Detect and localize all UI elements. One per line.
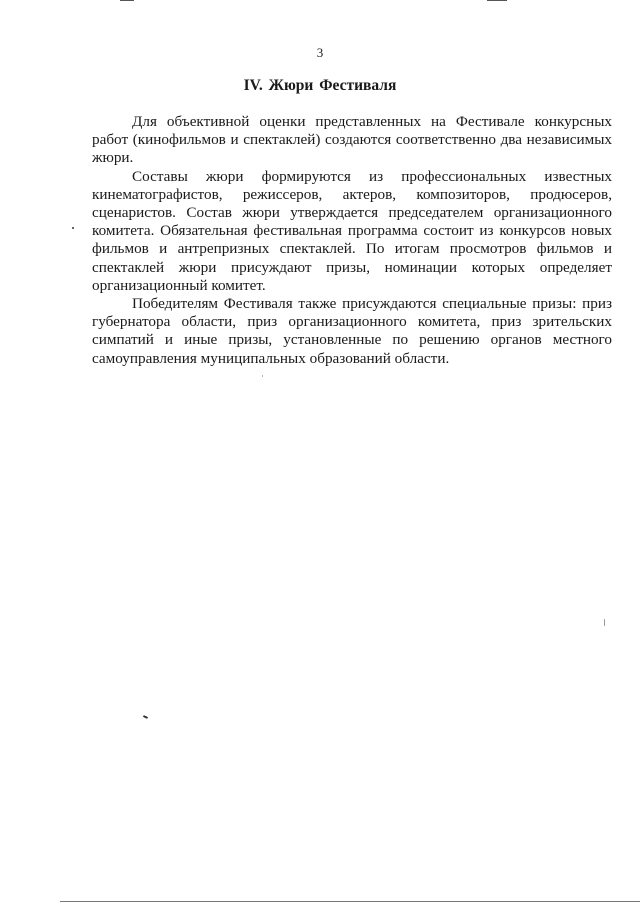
section-title: IV. Жюри Фестиваля <box>243 77 397 94</box>
page-number: 3 <box>316 45 324 60</box>
scan-speck <box>262 375 263 377</box>
scan-speck <box>72 227 74 229</box>
scan-edge-mark <box>120 0 134 1</box>
scan-speck <box>143 715 148 719</box>
paragraph-jury-purpose: Для объективной оценки представленных на Фестивале конкурсных работ (кинофильмов и спектаклей) создаются соответственно два независимых жюри. <box>92 113 612 167</box>
scan-edge-mark <box>487 0 507 1</box>
scan-speck <box>604 619 605 626</box>
body-text <box>92 113 612 368</box>
scan-edge-mark <box>60 901 640 902</box>
paragraph-jury-composition: Составы жюри формируются из профессиональных известных кинематографистов, режиссеров, актеров, композиторов, продюсеров, сценаристов. Состав жюри утверждается председателем организационного комитета. Обязательная фестивальная программа состоит из конкурсов новых фильмов и антрепризных спектаклей. По итогам просмотров фильмов и спектаклей жюри присуждают призы, номинации которых определяет организационный комитет. <box>92 167 612 294</box>
paragraph-special-prizes: Победителям Фестиваля также присуждаются специальные призы: приз губернатора области, приз организационного комитета, приз зрительских симпатий и иные призы, установленные по решению органов местного самоуправления муниципальных образований области. <box>92 295 612 367</box>
